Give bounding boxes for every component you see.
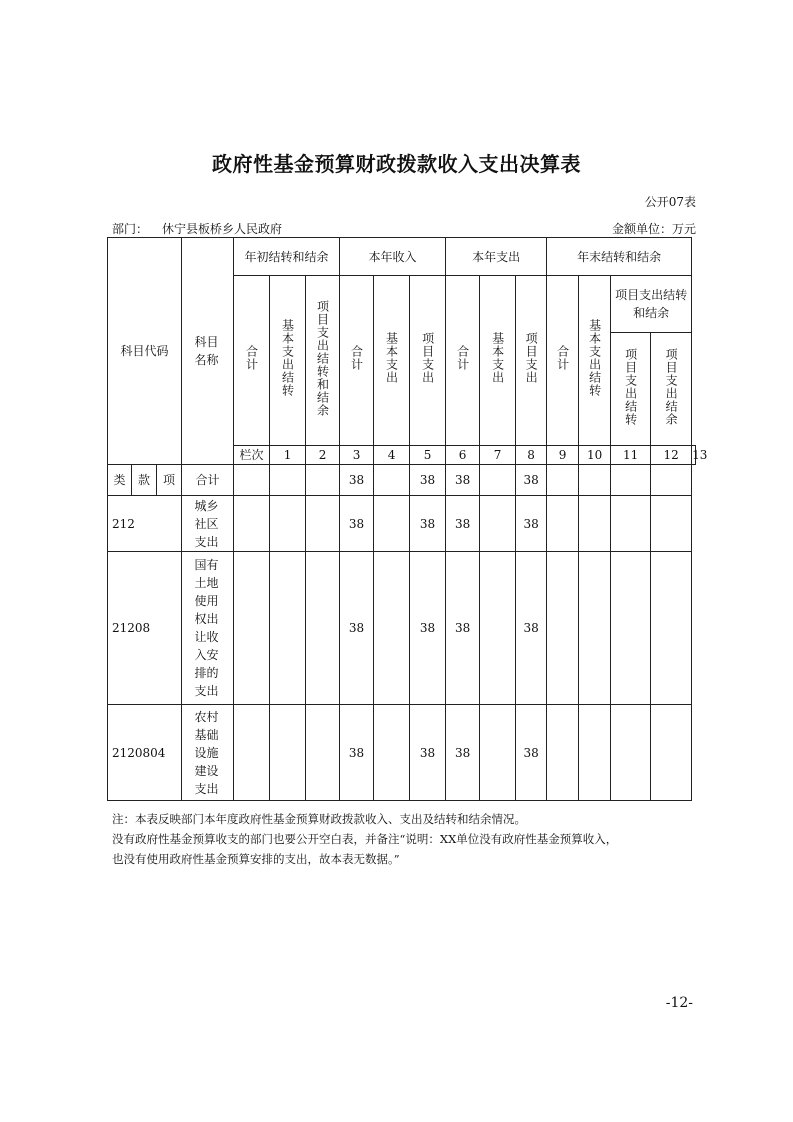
table-cell [651,552,692,705]
expense-header: 本年支出 [446,238,547,276]
total-row-label: 合计 [182,465,234,496]
expense-basic-header: 基本支出 [480,276,516,446]
table-cell [270,705,306,801]
column-number: 11 [611,446,651,465]
income-total-header: 合计 [340,276,374,446]
table-cell: 38 [446,465,480,496]
ending-basic-header: 基本支出结转 [579,276,611,446]
subject-name-header: 科目名称 [182,238,234,465]
table-cell [480,552,516,705]
column-no-label: 栏次 [234,446,270,465]
table-cell [234,705,270,801]
table-cell [611,496,651,552]
budget-table [107,237,708,801]
table-cell: 38 [516,552,547,705]
table-cell: 38 [340,552,374,705]
beginning-total-header: 合计 [234,276,270,446]
ending-project-header: 项目支出结转和结余 [611,276,692,333]
income-basic-header: 基本支出 [374,276,410,446]
subject-code-header: 科目代码 [108,238,182,465]
beginning-basic-header: 基本支出结转 [270,276,306,446]
table-cell [611,552,651,705]
form-code: 公开07表 [644,195,696,209]
table-cell [480,705,516,801]
income-project-header: 项目支出 [410,276,446,446]
column-number: 13 [692,446,696,465]
table-cell [306,465,340,496]
table-cell [480,465,516,496]
column-number: 1 [270,446,306,465]
table-cell: 38 [516,496,547,552]
table-row [108,705,696,801]
column-number: 6 [446,446,480,465]
income-header: 本年收入 [340,238,446,276]
table-cell [611,705,651,801]
table-row [108,552,696,705]
table-cell [306,705,340,801]
table-cell [651,465,692,496]
table-cell [611,465,651,496]
department-label: 部门： [112,222,149,236]
subject-name-cell: 农村基础设施建设支出 [182,705,234,801]
column-number: 9 [547,446,579,465]
table-cell [374,496,410,552]
expense-total-header: 合计 [446,276,480,446]
table-cell [579,496,611,552]
table-cell: 38 [446,496,480,552]
ending-project-balance-header: 项目支出结余 [651,333,692,446]
table-cell [579,705,611,801]
page-title: 政府性基金预算财政拨款收入支出决算表 [212,152,581,176]
table-cell: 38 [446,705,480,801]
table-cell [547,465,579,496]
column-number: 2 [306,446,340,465]
subject-code-cell: 21208 [108,552,182,705]
table-cell [234,496,270,552]
beginning-balance-header: 年初结转和结余 [234,238,340,276]
table-cell [270,496,306,552]
table-cell: 38 [410,705,446,801]
subject-code-cell: 2120804 [108,705,182,801]
table-cell: 38 [516,705,547,801]
table-cell [374,705,410,801]
note-line: 也没有使用政府性基金预算安排的支出，故本表无数据。” [112,852,400,866]
column-number: 8 [516,446,547,465]
table-cell [547,496,579,552]
column-number: 5 [410,446,446,465]
column-number: 3 [340,446,374,465]
table-cell [306,552,340,705]
column-number: 10 [579,446,611,465]
table-cell [480,496,516,552]
beginning-project-header: 项目支出结转和结余 [306,276,340,446]
xiang-header: 项 [157,465,182,496]
table-cell: 38 [340,496,374,552]
table-cell [547,705,579,801]
table-row [108,496,696,552]
table-cell [234,465,270,496]
department-name: 休宁县板桥乡人民政府 [162,222,283,236]
table-cell: 38 [340,705,374,801]
table-cell [579,552,611,705]
column-number: 7 [480,446,516,465]
amount-unit: 金额单位：万元 [611,222,696,236]
subject-name-cell: 城乡社区支出 [182,496,234,552]
table-cell: 38 [410,496,446,552]
table-cell [306,496,340,552]
expense-project-header: 项目支出 [516,276,547,446]
table-cell [651,705,692,801]
table-cell [579,465,611,496]
table-cell: 38 [340,465,374,496]
ending-total-header: 合计 [547,276,579,446]
subject-name-cell: 国有土地使用权出让收入安排的支出 [182,552,234,705]
table-cell [234,552,270,705]
table-cell [547,552,579,705]
page-number: -12- [665,995,693,1011]
column-number: 12 [651,446,692,465]
kuan-header: 款 [132,465,157,496]
note-line: 没有政府性基金预算收支的部门也要公开空白表，并备注“说明：XX单位没有政府性基金预算收入， [112,832,618,846]
lei-header: 类 [108,465,132,496]
table-cell: 38 [410,465,446,496]
subject-code-cell: 212 [108,496,182,552]
table-cell [374,552,410,705]
note-line: 注：本表反映部门本年度政府性基金预算财政拨款收入、支出及结转和结余情况。 [112,812,526,826]
table-cell [374,465,410,496]
table-cell: 38 [410,552,446,705]
ending-balance-header: 年末结转和结余 [547,238,692,276]
table-cell [651,496,692,552]
column-number: 4 [374,446,410,465]
department-line [112,220,282,237]
ending-project-carryover-header: 项目支出结转 [611,333,651,446]
table-cell [270,552,306,705]
table-cell: 38 [516,465,547,496]
table-cell: 38 [446,552,480,705]
table-cell [270,465,306,496]
